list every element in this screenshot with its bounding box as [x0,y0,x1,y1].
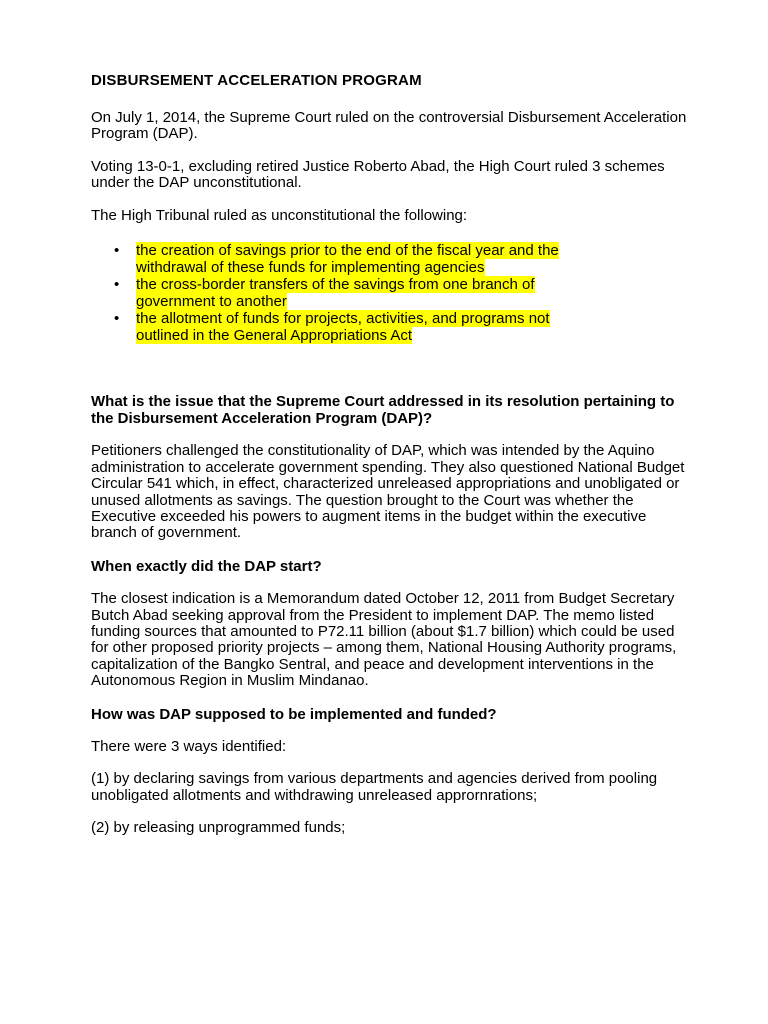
highlighted-text: withdrawal of these funds for implementing agencies [136,258,485,276]
unconstitutional-schemes-list [91,243,696,344]
section-heading-start: When exactly did the DAP start? [91,557,322,575]
bullet-icon: • [114,242,120,260]
document-title: DISBURSEMENT ACCELERATION PROGRAM [91,72,422,89]
highlighted-text: the creation of savings prior to the end of the fiscal year and the [136,242,559,260]
way-item-2: (2) by releasing unprogrammed funds; [91,819,346,837]
list-item [91,311,696,345]
bullet-icon: • [114,275,120,293]
bullet-icon: • [114,309,120,327]
highlighted-text: government to another [136,292,287,310]
intro-paragraph-list-lead: The High Tribunal ruled as unconstitutional the following: [91,206,468,224]
highlighted-text: outlined in the General Appropriations Act [136,326,413,344]
section-heading-implementation: How was DAP supposed to be implemented and funded? [91,705,497,723]
list-item [91,277,696,311]
list-item [91,243,696,277]
section-heading-issue: What is the issue that the Supreme Court addressed in its resolution pertaining to the Disbursement Acceleration Program (DAP)? [91,393,675,427]
section-body-start: The closest indication is a Memorandum dated October 12, 2011 from Budget Secretary Butch Abad seeking approval from the President to implement DAP. The memo listed funding sources that amounted to P72.11 billion (about $1.7 billion) which could be used for other proposed priority projects – among them, National Housing Authority programs, capitalization of the Bangko Sentral, and peace and development interventions in the Autonomous Region in Muslim Mindanao. [91,590,677,690]
section-body-implementation: There were 3 ways identified: [91,737,287,755]
highlighted-text: the cross-border transfers of the savings from one branch of [136,275,535,293]
way-item-1: (1) by declaring savings from various departments and agencies derived from pooling unobligated allotments and withdrawing unreleased apprornrations; [91,770,658,804]
intro-paragraph-voting: Voting 13-0-1, excluding retired Justice Roberto Abad, the High Court ruled 3 schemes under the DAP unconstitutional. [91,157,665,192]
section-body-issue: Petitioners challenged the constitutionality of DAP, which was intended by the Aquino administration to accelerate government spending. They also questioned National Budget Circular 541 which, in effect, characterized unreleased appropriations and unobligated or unused allotments as savings. The question brought to the Court was whether the Executive exceeded his powers to augment items in the budget within the executive branch of government. [91,442,685,542]
highlighted-text: the allotment of funds for projects, activities, and programs not [136,309,550,327]
intro-paragraph-ruling: On July 1, 2014, the Supreme Court ruled on the controversial Disbursement Acceleration Program (DAP). [91,109,687,143]
